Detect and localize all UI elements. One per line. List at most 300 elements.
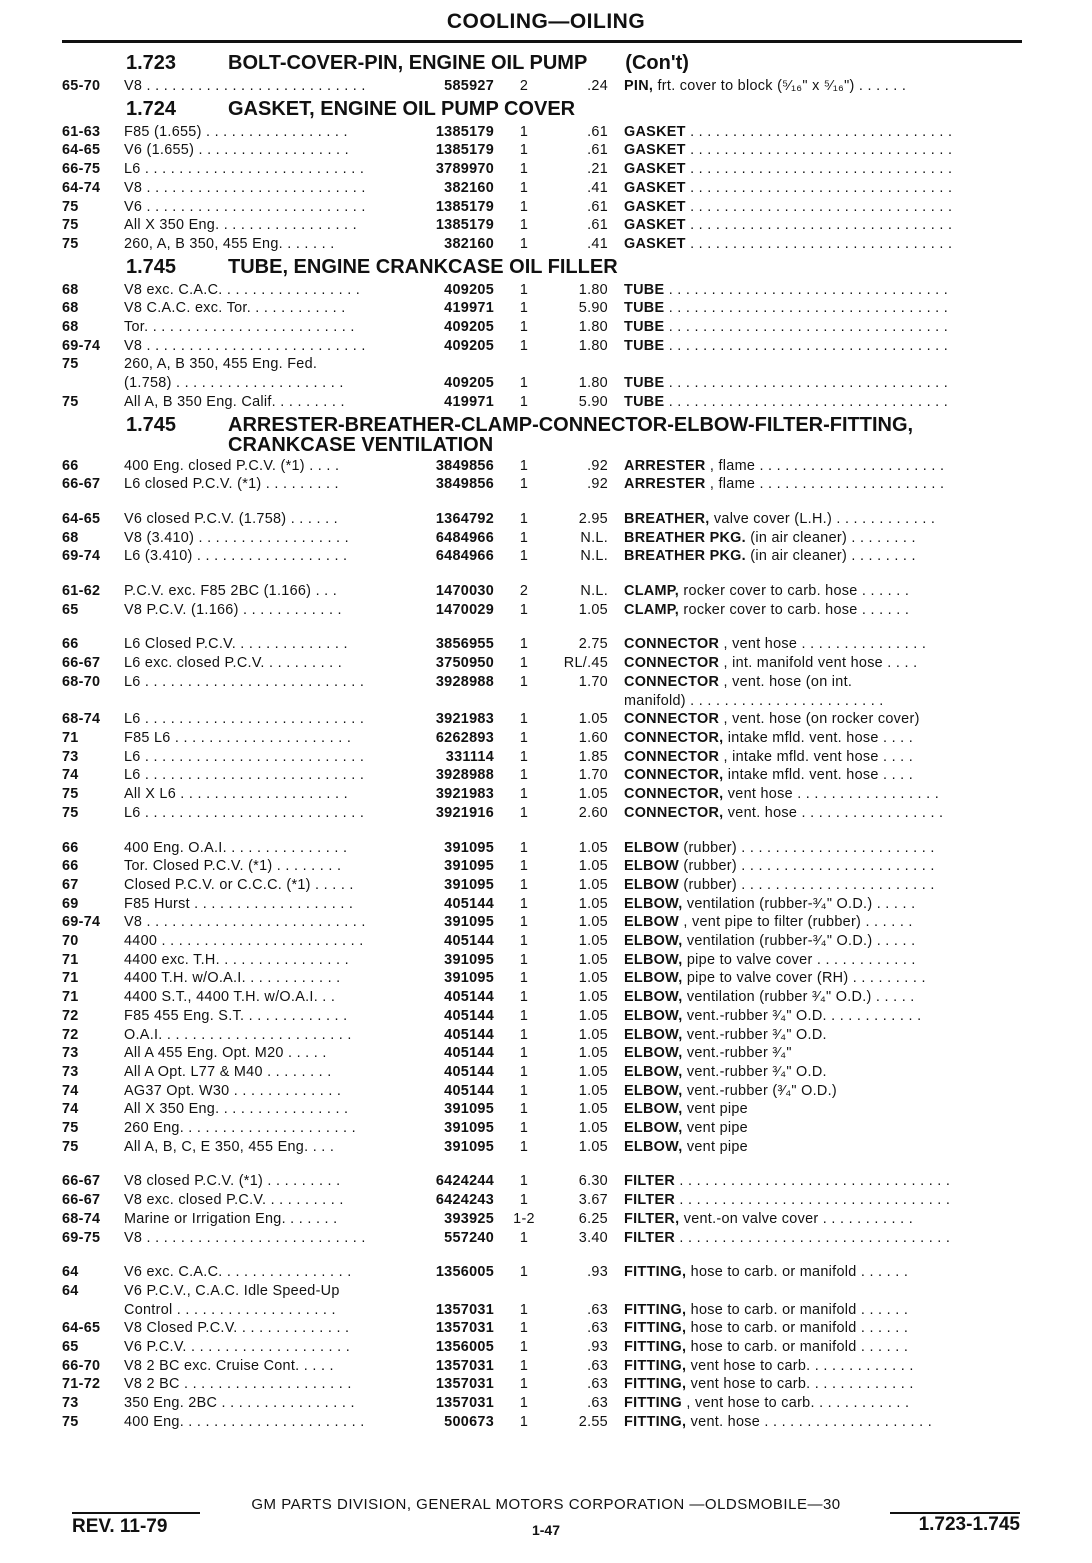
cell-price	[554, 355, 608, 374]
cell-year: 66-67	[62, 655, 101, 672]
cell-description	[608, 1210, 1022, 1229]
description-detail: vent pipe	[686, 1120, 748, 1137]
section-number: 1.723	[126, 52, 177, 74]
cell-description	[608, 785, 1022, 804]
row-spacer	[62, 566, 1022, 582]
title-rule	[62, 40, 1022, 43]
cell-description	[608, 1044, 1022, 1063]
cell-model: V8 . . . . . . . . . . . . . . . . . . . . . . . . . .	[124, 78, 366, 94]
cell-qty: 1-2	[513, 1210, 535, 1227]
cell-price: 1.05	[578, 989, 608, 1006]
cell-description	[608, 895, 1022, 914]
footer-publisher: GM PARTS DIVISION, GENERAL MOTORS CORPORATION —OLDSMOBILE—30	[251, 1496, 841, 1513]
parts-row	[62, 1282, 1022, 1301]
row-spacer	[62, 823, 1022, 839]
description-name: FILTER	[624, 1173, 676, 1190]
description-name: FITTING,	[624, 1264, 687, 1281]
cell-price: 1.05	[578, 1026, 608, 1043]
description-name: TUBE	[624, 319, 665, 336]
parts-row	[62, 1026, 1022, 1045]
parts-row	[62, 393, 1022, 412]
description-name: CLAMP,	[624, 601, 680, 618]
cell-description	[608, 839, 1022, 858]
cell-part: 419971	[444, 393, 494, 410]
cell-model: V8 . . . . . . . . . . . . . . . . . . . . . . . . . .	[124, 179, 366, 196]
parts-row	[62, 141, 1022, 160]
cell-year: 71-72	[62, 1376, 101, 1393]
description-name: CONNECTOR	[624, 711, 720, 728]
parts-row	[62, 457, 1022, 476]
cell-model: V8 C.A.C. exc. Tor. . . . . . . . . . . .	[124, 300, 346, 317]
cell-part: 500673	[444, 1413, 494, 1430]
cell-description	[608, 635, 1022, 654]
cell-model: V6 P.C.V. . . . . . . . . . . . . . . . . . . .	[124, 1339, 351, 1356]
section-title-text: ARRESTER-BREATHER-CLAMP-CONNECTOR-ELBOW-FILTER-FITTING, CRANKCASE VENTILATION	[228, 413, 914, 456]
description-name: BREATHER PKG.	[624, 548, 746, 565]
parts-row	[62, 601, 1022, 620]
cell-description	[608, 1138, 1022, 1157]
cell-part	[414, 355, 494, 374]
description-detail: vent hose . . . . . . . . . . . . . . . . .	[727, 786, 940, 803]
cell-model: L6 Closed P.C.V. . . . . . . . . . . . . .	[124, 636, 348, 653]
cell-part: 382160	[444, 179, 494, 196]
parts-row	[62, 1357, 1022, 1376]
description-name: ELBOW,	[624, 1082, 683, 1099]
cell-part: 1357031	[435, 1301, 494, 1318]
cell-description	[608, 160, 1022, 179]
description-detail: vent. hose . . . . . . . . . . . . . . . . . . . .	[690, 1413, 933, 1430]
cell-year: 66	[62, 858, 79, 875]
description-name: GASKET	[624, 142, 686, 159]
cell-description	[608, 393, 1022, 412]
section-number: 1.724	[126, 97, 177, 120]
cell-part: 405144	[444, 1045, 494, 1062]
cell-price: .61	[587, 123, 608, 140]
cell-part: 3856955	[435, 636, 494, 653]
cell-part: 405144	[444, 895, 494, 912]
parts-row	[62, 510, 1022, 529]
cell-year: 71	[62, 970, 79, 987]
description-name: GASKET	[624, 217, 686, 234]
cell-part: 6424243	[435, 1192, 494, 1209]
cell-qty: 1	[519, 1264, 529, 1281]
parts-row	[62, 355, 1022, 374]
cell-qty: 1	[519, 217, 529, 234]
cell-year: 66	[62, 636, 79, 653]
description-detail: vent. hose . . . . . . . . . . . . . . . . .	[727, 804, 944, 821]
cell-year: 73	[62, 1395, 79, 1412]
cell-price: 1.70	[578, 767, 608, 784]
description-name: PIN,	[624, 78, 654, 94]
parts-row	[62, 748, 1022, 767]
cell-description	[608, 601, 1022, 620]
parts-row	[62, 839, 1022, 858]
description-detail: . . . . . . . . . . . . . . . . . . . . . . . . . . . . . . . .	[679, 1229, 951, 1246]
cell-qty: 2	[519, 78, 529, 94]
cell-year: 69-75	[62, 1229, 101, 1246]
description-detail: . . . . . . . . . . . . . . . . . . . . . . . . . . . . . . . . .	[668, 319, 949, 336]
cell-price: 1.80	[578, 281, 608, 298]
description-detail: , flame . . . . . . . . . . . . . . . . . . . . . .	[709, 457, 945, 474]
parts-row	[62, 160, 1022, 179]
cell-model: All X L6 . . . . . . . . . . . . . . . . . . . .	[124, 786, 348, 803]
description-name: CONNECTOR,	[624, 729, 724, 746]
parts-row	[62, 1138, 1022, 1157]
cell-qty: 1	[519, 1138, 529, 1155]
cell-model: All A 455 Eng. Opt. M20 . . . . .	[124, 1045, 327, 1062]
cell-part: 405144	[444, 1063, 494, 1080]
cell-qty: 1	[519, 142, 529, 159]
cell-qty: 1	[519, 1339, 529, 1356]
cell-model: L6 . . . . . . . . . . . . . . . . . . . . . . . . . .	[124, 804, 365, 821]
description-name: FILTER	[624, 1229, 676, 1246]
cell-part: 1357031	[435, 1320, 494, 1337]
cell-part: 557240	[444, 1229, 494, 1246]
description-name: ELBOW,	[624, 1045, 683, 1062]
cell-qty: 1	[519, 1120, 529, 1137]
cell-year: 74	[62, 1101, 79, 1118]
description-detail: (rubber) . . . . . . . . . . . . . . . . . . . . . . .	[683, 876, 935, 893]
parts-row	[62, 582, 1022, 601]
cell-qty: 1	[519, 1101, 529, 1118]
cell-year: 66	[62, 839, 79, 856]
cell-description	[608, 692, 1022, 711]
cell-price: 1.05	[578, 1138, 608, 1155]
cell-description	[608, 654, 1022, 673]
description-name: TUBE	[624, 375, 665, 392]
cell-qty: 1	[519, 636, 529, 653]
cell-model: 400 Eng. O.A.I. . . . . . . . . . . . . . .	[124, 839, 348, 856]
cell-part: 382160	[444, 235, 494, 252]
cell-model: V8 P.C.V. (1.166) . . . . . . . . . . . .	[124, 601, 342, 618]
cell-year: 75	[62, 1120, 79, 1137]
description-detail: ventilation (rubber-³⁄₄" O.D.) . . . . .	[686, 895, 916, 912]
parts-row	[62, 216, 1022, 235]
footer-revision: REV. 11-79	[72, 1516, 168, 1537]
cell-year: 75	[62, 198, 79, 215]
cell-year: 75	[62, 786, 79, 803]
cell-price: 1.70	[578, 673, 608, 690]
cell-qty: 1	[519, 729, 529, 746]
description-detail: (rubber) . . . . . . . . . . . . . . . . . . . . . . .	[683, 839, 935, 856]
parts-row	[62, 1413, 1022, 1432]
description-detail: (rubber) . . . . . . . . . . . . . . . . . . . . . . .	[683, 858, 935, 875]
cell-qty: 1	[519, 933, 529, 950]
cell-qty: 1	[519, 951, 529, 968]
cell-model: 260 Eng. . . . . . . . . . . . . . . . . . . . .	[124, 1120, 356, 1137]
description-name: GASKET	[624, 123, 686, 140]
cell-model: V6 (1.655) . . . . . . . . . . . . . . . . . .	[124, 142, 349, 159]
description-name: TUBE	[624, 281, 665, 298]
section-number: 1.745	[126, 413, 177, 436]
cell-model: O.A.I. . . . . . . . . . . . . . . . . . . . . . .	[124, 1026, 352, 1043]
parts-row	[62, 198, 1022, 217]
description-name: FITTING,	[624, 1357, 687, 1374]
cell-price: 1.05	[578, 858, 608, 875]
cell-price: 6.25	[578, 1210, 608, 1227]
cell-qty: 1	[519, 989, 529, 1006]
cell-qty: 1	[519, 895, 529, 912]
description-name: FITTING,	[624, 1339, 687, 1356]
cell-model: L6 . . . . . . . . . . . . . . . . . . . . . . . . . .	[124, 673, 365, 690]
description-detail: . . . . . . . . . . . . . . . . . . . . . . . . . . . . . . .	[690, 123, 953, 140]
cell-qty	[494, 355, 554, 374]
cell-price: 1.60	[578, 729, 608, 746]
cell-part: 1385179	[435, 198, 494, 215]
cell-description	[608, 1319, 1022, 1338]
description-name: BREATHER,	[624, 510, 710, 527]
parts-row	[62, 77, 1022, 96]
cell-part: 405144	[444, 1007, 494, 1024]
description-name: ELBOW,	[624, 970, 683, 987]
cell-model: L6 . . . . . . . . . . . . . . . . . . . . . . . . . .	[124, 711, 365, 728]
cell-part: 1470030	[435, 583, 494, 600]
cell-year: 68	[62, 529, 79, 546]
description-name: FITTING,	[624, 1376, 687, 1393]
cell-year: 67	[62, 876, 79, 893]
cell-price: .63	[587, 1320, 608, 1337]
cell-qty: 1	[519, 748, 529, 765]
cell-year: 65-70	[62, 78, 101, 94]
cell-model: V8 exc. closed P.C.V. . . . . . . . . .	[124, 1192, 344, 1209]
description-detail: (in air cleaner) . . . . . . . .	[750, 548, 916, 565]
cell-part	[414, 1282, 494, 1301]
cell-qty: 1	[519, 970, 529, 987]
cell-qty: 1	[519, 1192, 529, 1209]
cell-qty: 1	[519, 786, 529, 803]
cell-model: V6 P.C.V., C.A.C. Idle Speed-Up	[124, 1282, 340, 1299]
cell-price: 1.05	[578, 1120, 608, 1137]
description-name: FITTING,	[624, 1320, 687, 1337]
cell-qty: 1	[519, 914, 529, 931]
cell-year: 65	[62, 1339, 79, 1356]
description-detail: , vent hose . . . . . . . . . . . . . . .	[723, 636, 927, 653]
parts-row	[62, 299, 1022, 318]
cell-qty: 1	[519, 655, 529, 672]
cell-model: P.C.V. exc. F85 2BC (1.166) . . .	[124, 583, 338, 600]
cell-year: 69-74	[62, 914, 101, 931]
description-detail: ventilation (rubber ³⁄₄" O.D.) . . . . .	[686, 989, 915, 1006]
description-name: ELBOW,	[624, 1007, 683, 1024]
section-header	[62, 254, 1022, 279]
cell-qty: 1	[519, 673, 529, 690]
parts-row	[62, 857, 1022, 876]
cell-part: 391095	[444, 1101, 494, 1118]
cell-price: .92	[587, 457, 608, 474]
parts-row	[62, 1100, 1022, 1119]
parts-row	[62, 729, 1022, 748]
cell-description	[608, 318, 1022, 337]
cell-model: L6 (3.410) . . . . . . . . . . . . . . . . . .	[124, 548, 348, 565]
cell-model: F85 L6 . . . . . . . . . . . . . . . . . . . . .	[124, 729, 352, 746]
cell-year: 61-62	[62, 583, 101, 600]
description-name: FILTER	[624, 1192, 676, 1209]
parts-row	[62, 1301, 1022, 1320]
cell-price: 2.55	[578, 1413, 608, 1430]
cell-price: 5.90	[578, 300, 608, 317]
row-spacer	[62, 1156, 1022, 1172]
parts-row	[62, 895, 1022, 914]
cell-qty: 1	[519, 457, 529, 474]
cell-year	[62, 1301, 124, 1320]
cell-model: V6 closed P.C.V. (1.758) . . . . . .	[124, 510, 338, 527]
cell-description	[608, 1007, 1022, 1026]
parts-row	[62, 766, 1022, 785]
parts-row	[62, 1063, 1022, 1082]
cell-model: L6 . . . . . . . . . . . . . . . . . . . . . . . . . .	[124, 748, 365, 765]
cell-qty	[494, 1282, 554, 1301]
cell-description	[608, 77, 1022, 96]
cell-price: 1.05	[578, 711, 608, 728]
description-name: ELBOW,	[624, 1063, 683, 1080]
cell-description	[608, 582, 1022, 601]
cell-model: 4400 S.T., 4400 T.H. w/O.A.I. . .	[124, 989, 336, 1006]
cell-part: 409205	[444, 337, 494, 354]
section-header	[62, 50, 1022, 75]
parts-row	[62, 1044, 1022, 1063]
cell-description	[608, 1063, 1022, 1082]
cell-part: 3921983	[435, 786, 494, 803]
cell-description	[608, 141, 1022, 160]
cell-price: 1.05	[578, 1101, 608, 1118]
cell-model: Closed P.C.V. or C.C.C. (*1) . . . . .	[124, 876, 354, 893]
description-detail: . . . . . . . . . . . . . . . . . . . . . . . . . . . . . . . . .	[668, 337, 949, 354]
description-detail: vent.-rubber ³⁄₄" O.D. . . . . . . . . . . .	[686, 1007, 922, 1024]
page-title: COOLING—OILING	[446, 10, 646, 33]
cell-year: 75	[62, 393, 79, 410]
section-title	[228, 415, 1022, 455]
parts-row	[62, 475, 1022, 494]
cell-qty: 1	[519, 1376, 529, 1393]
parts-row	[62, 235, 1022, 254]
cell-qty: 1	[519, 235, 529, 252]
cell-description	[608, 1172, 1022, 1191]
cell-model: All X 350 Eng. . . . . . . . . . . . . . . . .	[124, 217, 357, 234]
cell-qty: 1	[519, 804, 529, 821]
section-header	[62, 96, 1022, 121]
cell-year: 66-67	[62, 1192, 101, 1209]
description-detail: , vent pipe to filter (rubber) . . . . . .	[683, 914, 913, 931]
row-spacer	[62, 494, 1022, 510]
cell-price: 1.05	[578, 839, 608, 856]
cell-model: F85 (1.655) . . . . . . . . . . . . . . . . .	[124, 123, 348, 140]
cell-description	[608, 932, 1022, 951]
cell-model: V8 exc. C.A.C. . . . . . . . . . . . . . . . .	[124, 281, 361, 298]
cell-price: .92	[587, 476, 608, 493]
cell-description	[608, 1229, 1022, 1248]
parts-catalog-content	[62, 50, 1022, 1432]
cell-year: 73	[62, 1045, 79, 1062]
cell-description	[608, 1375, 1022, 1394]
cell-model: All A Opt. L77 & M40 . . . . . . . .	[124, 1063, 332, 1080]
cell-year: 68-74	[62, 711, 101, 728]
cell-description	[608, 355, 1022, 374]
cell-description	[608, 1394, 1022, 1413]
cell-part: 3928988	[435, 673, 494, 690]
parts-row	[62, 951, 1022, 970]
description-name: FITTING	[624, 1395, 683, 1412]
cell-part: 409205	[444, 319, 494, 336]
description-detail: vent hose to carb. . . . . . . . . . . . .	[690, 1376, 914, 1393]
cell-description	[608, 729, 1022, 748]
parts-row	[62, 1007, 1022, 1026]
cell-qty: 1	[519, 1082, 529, 1099]
parts-row	[62, 785, 1022, 804]
cell-qty: 1	[519, 198, 529, 215]
cell-qty: 1	[519, 1173, 529, 1190]
description-name: ELBOW,	[624, 1138, 683, 1155]
cell-year: 75	[62, 804, 79, 821]
cell-year: 68-70	[62, 673, 101, 690]
cell-qty: 1	[519, 1395, 529, 1412]
cell-model: V8 . . . . . . . . . . . . . . . . . . . . . . . . . .	[124, 914, 366, 931]
cell-part: 405144	[444, 989, 494, 1006]
cell-description	[608, 710, 1022, 729]
description-detail: vent.-on valve cover . . . . . . . . . . .	[683, 1210, 914, 1227]
description-detail: vent hose to carb. . . . . . . . . . . . .	[690, 1357, 914, 1374]
cell-price: 3.40	[578, 1229, 608, 1246]
cell-model: 260, A, B 350, 455 Eng. Fed.	[124, 356, 318, 373]
cell-price: N.L.	[580, 548, 608, 565]
section-title	[228, 53, 1022, 73]
cell-qty: 1	[519, 1007, 529, 1024]
parts-row	[62, 529, 1022, 548]
description-detail: hose to carb. or manifold . . . . . .	[690, 1339, 909, 1356]
cell-model: V8 . . . . . . . . . . . . . . . . . . . . . . . . . .	[124, 337, 366, 354]
cell-year: 75	[62, 235, 79, 252]
cell-qty: 1	[519, 1357, 529, 1374]
description-name: ELBOW,	[624, 951, 683, 968]
parts-row	[62, 673, 1022, 692]
parts-row	[62, 1210, 1022, 1229]
description-name: CONNECTOR	[624, 673, 720, 690]
cell-description	[608, 1100, 1022, 1119]
cell-model: V8 Closed P.C.V. . . . . . . . . . . . . .	[124, 1320, 350, 1337]
cell-description	[608, 281, 1022, 300]
cell-model: All A, B 350 Eng. Calif. . . . . . . . .	[124, 393, 345, 410]
description-name: ELBOW,	[624, 989, 683, 1006]
cell-part: 3849856	[435, 476, 494, 493]
cell-part: 1357031	[435, 1395, 494, 1412]
description-name: TUBE	[624, 337, 665, 354]
cell-description	[608, 1282, 1022, 1301]
cell-year: 75	[62, 356, 79, 373]
parts-row	[62, 337, 1022, 356]
cell-part: 6262893	[435, 729, 494, 746]
description-detail: . . . . . . . . . . . . . . . . . . . . . . . . . . . . . . .	[690, 217, 953, 234]
cell-part: 405144	[444, 933, 494, 950]
cell-part: 391095	[444, 951, 494, 968]
cell-part: 391095	[444, 970, 494, 987]
cell-price: 2.60	[578, 804, 608, 821]
description-name: CONNECTOR,	[624, 786, 724, 803]
cell-year: 71	[62, 989, 79, 1006]
cell-qty: 1	[519, 601, 529, 618]
cell-model: All A, B, C, E 350, 455 Eng. . . .	[124, 1138, 335, 1155]
description-detail: intake mfld. vent. hose . . . .	[727, 729, 914, 746]
cell-model: 400 Eng. closed P.C.V. (*1) . . . .	[124, 457, 340, 474]
cell-model: V8 closed P.C.V. (*1) . . . . . . . . .	[124, 1173, 341, 1190]
cell-model: 4400 T.H. w/O.A.I. . . . . . . . . . . .	[124, 970, 341, 987]
cell-year: 64-65	[62, 142, 101, 159]
description-detail: . . . . . . . . . . . . . . . . . . . . . . . . . . . . . . . .	[679, 1192, 951, 1209]
cell-year: 73	[62, 1063, 79, 1080]
description-name: ARRESTER	[624, 476, 706, 493]
cell-price: .63	[587, 1301, 608, 1318]
parts-row	[62, 969, 1022, 988]
description-detail: rocker cover to carb. hose . . . . . .	[683, 583, 910, 600]
cell-price: 6.30	[578, 1173, 608, 1190]
